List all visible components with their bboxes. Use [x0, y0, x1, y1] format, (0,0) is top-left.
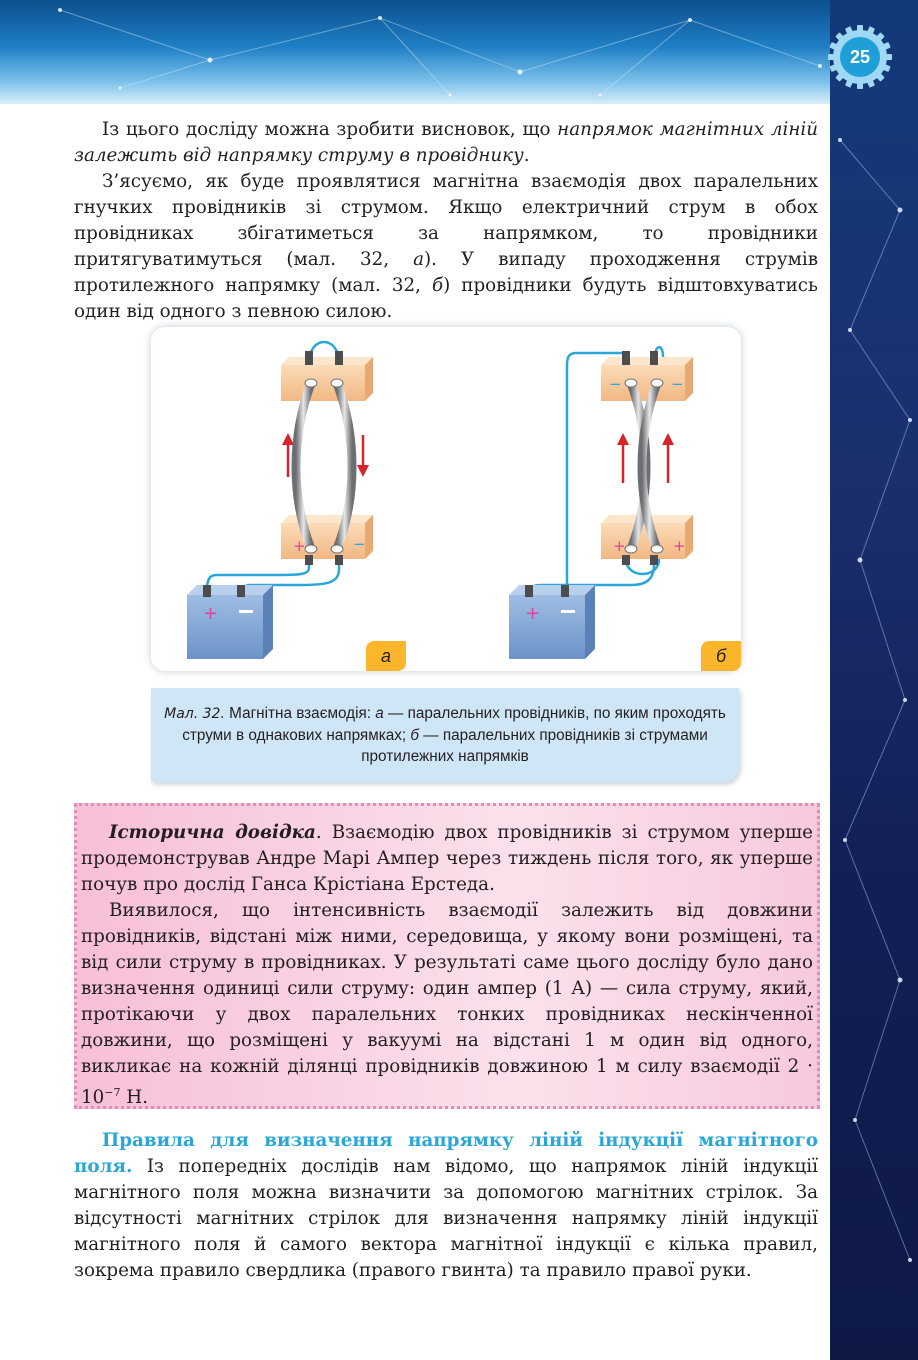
figure-label-b: б — [701, 641, 741, 671]
side-band — [830, 0, 918, 1360]
intro-text — [74, 117, 818, 325]
history-paragraph-2: Виявилося, що інтенсивність взаємодії залежить від довжини провідників, відстані між ними, середовища, у якому вони розміщені, та від сили струму в провідниках. У результаті саме цього досліду було дано визначення одиниці сили струму: один ампер (1 А) — сила струму, який, протікаючи у двох паралельних тонких провідниках нескінченної довжини, що розміщені у вакуумі на відстані 1 м один від одного, викликає на кожній ділянці провідників довжиною 1 м силу взаємодії $2 \cdot 10^{-7}$ Н. — [81, 900, 813, 1109]
conductors-illustration — [151, 327, 741, 671]
minus-icon: − — [671, 375, 684, 393]
intro-paragraph-1: Із цього досліду можна зробити висновок, що напрямок магнітних ліній залежить від напрямку струму в провіднику. — [74, 119, 818, 166]
network-pattern-icon — [830, 0, 918, 1360]
caption-lead: Мал. 32. — [164, 706, 225, 722]
plus-icon: + — [293, 537, 306, 555]
network-pattern-icon — [0, 0, 918, 104]
rules-section — [74, 1128, 818, 1284]
minus-icon — [561, 610, 575, 613]
plus-icon: + — [525, 603, 541, 624]
header-band — [0, 0, 918, 104]
arrow-up-icon — [662, 433, 674, 483]
minus-icon — [239, 610, 253, 613]
figure-label-a: а — [366, 641, 406, 671]
rules-paragraph: Правила для визначення напрямку ліній індукції магнітного поля. Із попередніх дослідів нам відомо, що напрямок ліній індукції магнітного поля можна визначити за допомогою магнітних стрілок. За відсутності магнітних стрілок для визначення напрямку ліній індукції магнітного поля й самого вектора магнітної індукції є кілька правил, зокрема правило свердлика (правого гвинта) та правило правої руки. — [74, 1130, 818, 1281]
intro-paragraph-2: З’ясуємо, як буде проявлятися магнітна взаємодія двох паралельних гнучких провідників зі струмом. Якщо електричний струм в обох провідниках збігатиметься за напрямком, то провідники притягуватимуться (мал. 32, а). У випаду проходження струмів протилежного напрямку (мал. 32, б) провідники будуть відштовхуватись один від одного з певною силою. — [74, 171, 818, 322]
arrow-up-icon — [617, 433, 629, 483]
historical-note — [74, 803, 820, 1109]
figure-caption: Мал. 32. Магнітна взаємодія: а — паралельних провідників, по яким проходять струми в однакових напрямках; б — паралельних провідників зі струмами протилежних напрямків — [151, 688, 739, 782]
history-paragraph-1: Історична довідка. Взаємодію двох провідників зі струмом уперше продемонстрував Андре Марі Ампер через тиждень після того, як уперше почув про дослід Ганса Крістіана Ерстеда. — [81, 822, 813, 895]
rules-heading: Правила для визначення напрямку ліній індукції магнітного поля. — [74, 1130, 818, 1177]
figure-32 — [151, 327, 741, 671]
minus-icon: − — [609, 375, 622, 393]
minus-icon: − — [353, 535, 366, 553]
plus-icon: + — [673, 537, 686, 555]
setup-b — [509, 347, 693, 659]
plus-icon: + — [613, 537, 626, 555]
page-number: 25 — [849, 46, 871, 67]
plus-icon: + — [203, 603, 219, 624]
history-title: Історична довідка — [109, 822, 316, 843]
arrow-down-icon — [357, 435, 369, 477]
setup-a — [187, 342, 373, 659]
